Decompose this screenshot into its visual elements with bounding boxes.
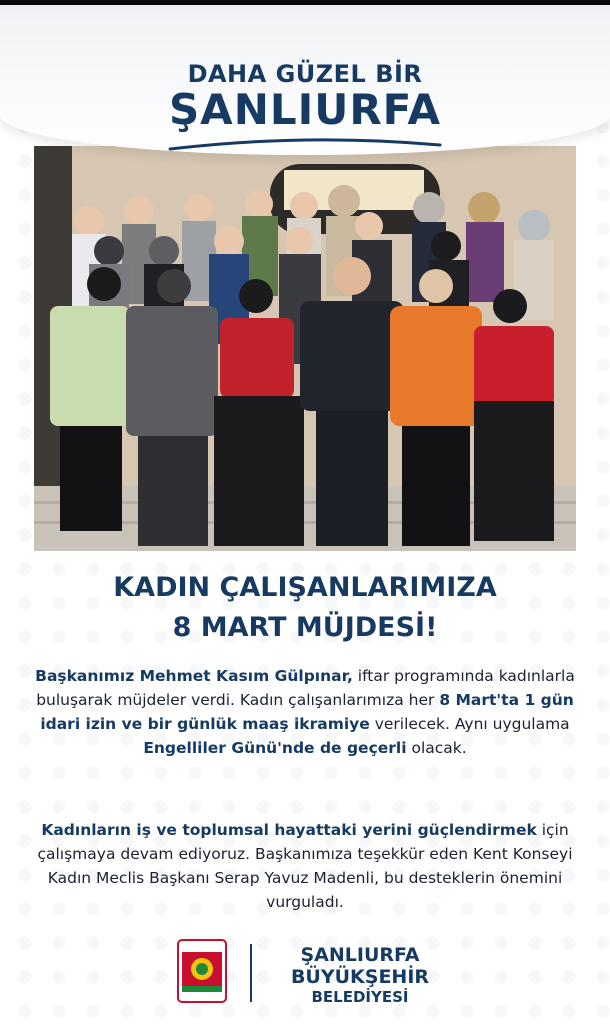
logo-text-line1: ŞANLIURFA (300, 944, 420, 966)
paragraph-1-bold-1: Başkanımız Mehmet Kasım Gülpınar, (35, 667, 353, 685)
group-photo (34, 146, 576, 551)
headline (0, 568, 610, 648)
logo-text-line3: BELEDİYESİ (311, 988, 409, 1006)
header-swoosh-icon (165, 135, 445, 155)
paragraph-1-bold-3: Engelliler Günü'nde de geçerli (143, 739, 407, 757)
headline-line2: 8 MART MÜJDESİ! (172, 612, 438, 643)
header-city-name: ŞANLIURFA (168, 85, 442, 134)
paragraph-2-text-1: için çalışmaya devam ediyoruz. Başkanımıza teşekkür eden Kent Konseyi Kadın Meclis Başkanı Serap Yavuz Madenli, bu desteklerin önemini vurguladı. (37, 821, 573, 911)
headline-line1: KADIN ÇALIŞANLARIMIZA (113, 572, 497, 603)
logo-text-line2: BÜYÜKŞEHİR (290, 966, 430, 988)
header-slogan: DAHA GÜZEL BİR (187, 60, 423, 88)
paragraph-1-bold-2: 8 Mart'ta 1 gün idari izin ve bir günlük maaş ikramiye (40, 691, 574, 733)
group-photo-illustration (34, 146, 576, 551)
paragraph-2-bold-1: Kadınların iş ve toplumsal hayattaki yerini güçlendirmek (41, 821, 537, 839)
paragraph-1-text-1: iftar programında kadınlarla buluşarak müjdeler verdi. Kadın çalışanlarımıza her (36, 667, 575, 709)
municipality-logo-text (280, 944, 440, 1006)
paragraph-1-text-2: verilecek. Aynı uygulama (369, 715, 570, 733)
municipality-seal-icon (176, 938, 228, 1004)
logo-divider (250, 944, 252, 1002)
paragraph-2 (20, 818, 590, 914)
paragraph-1-text-3: olacak. (406, 739, 467, 757)
header-banner (0, 5, 610, 155)
paragraph-1 (20, 664, 590, 760)
